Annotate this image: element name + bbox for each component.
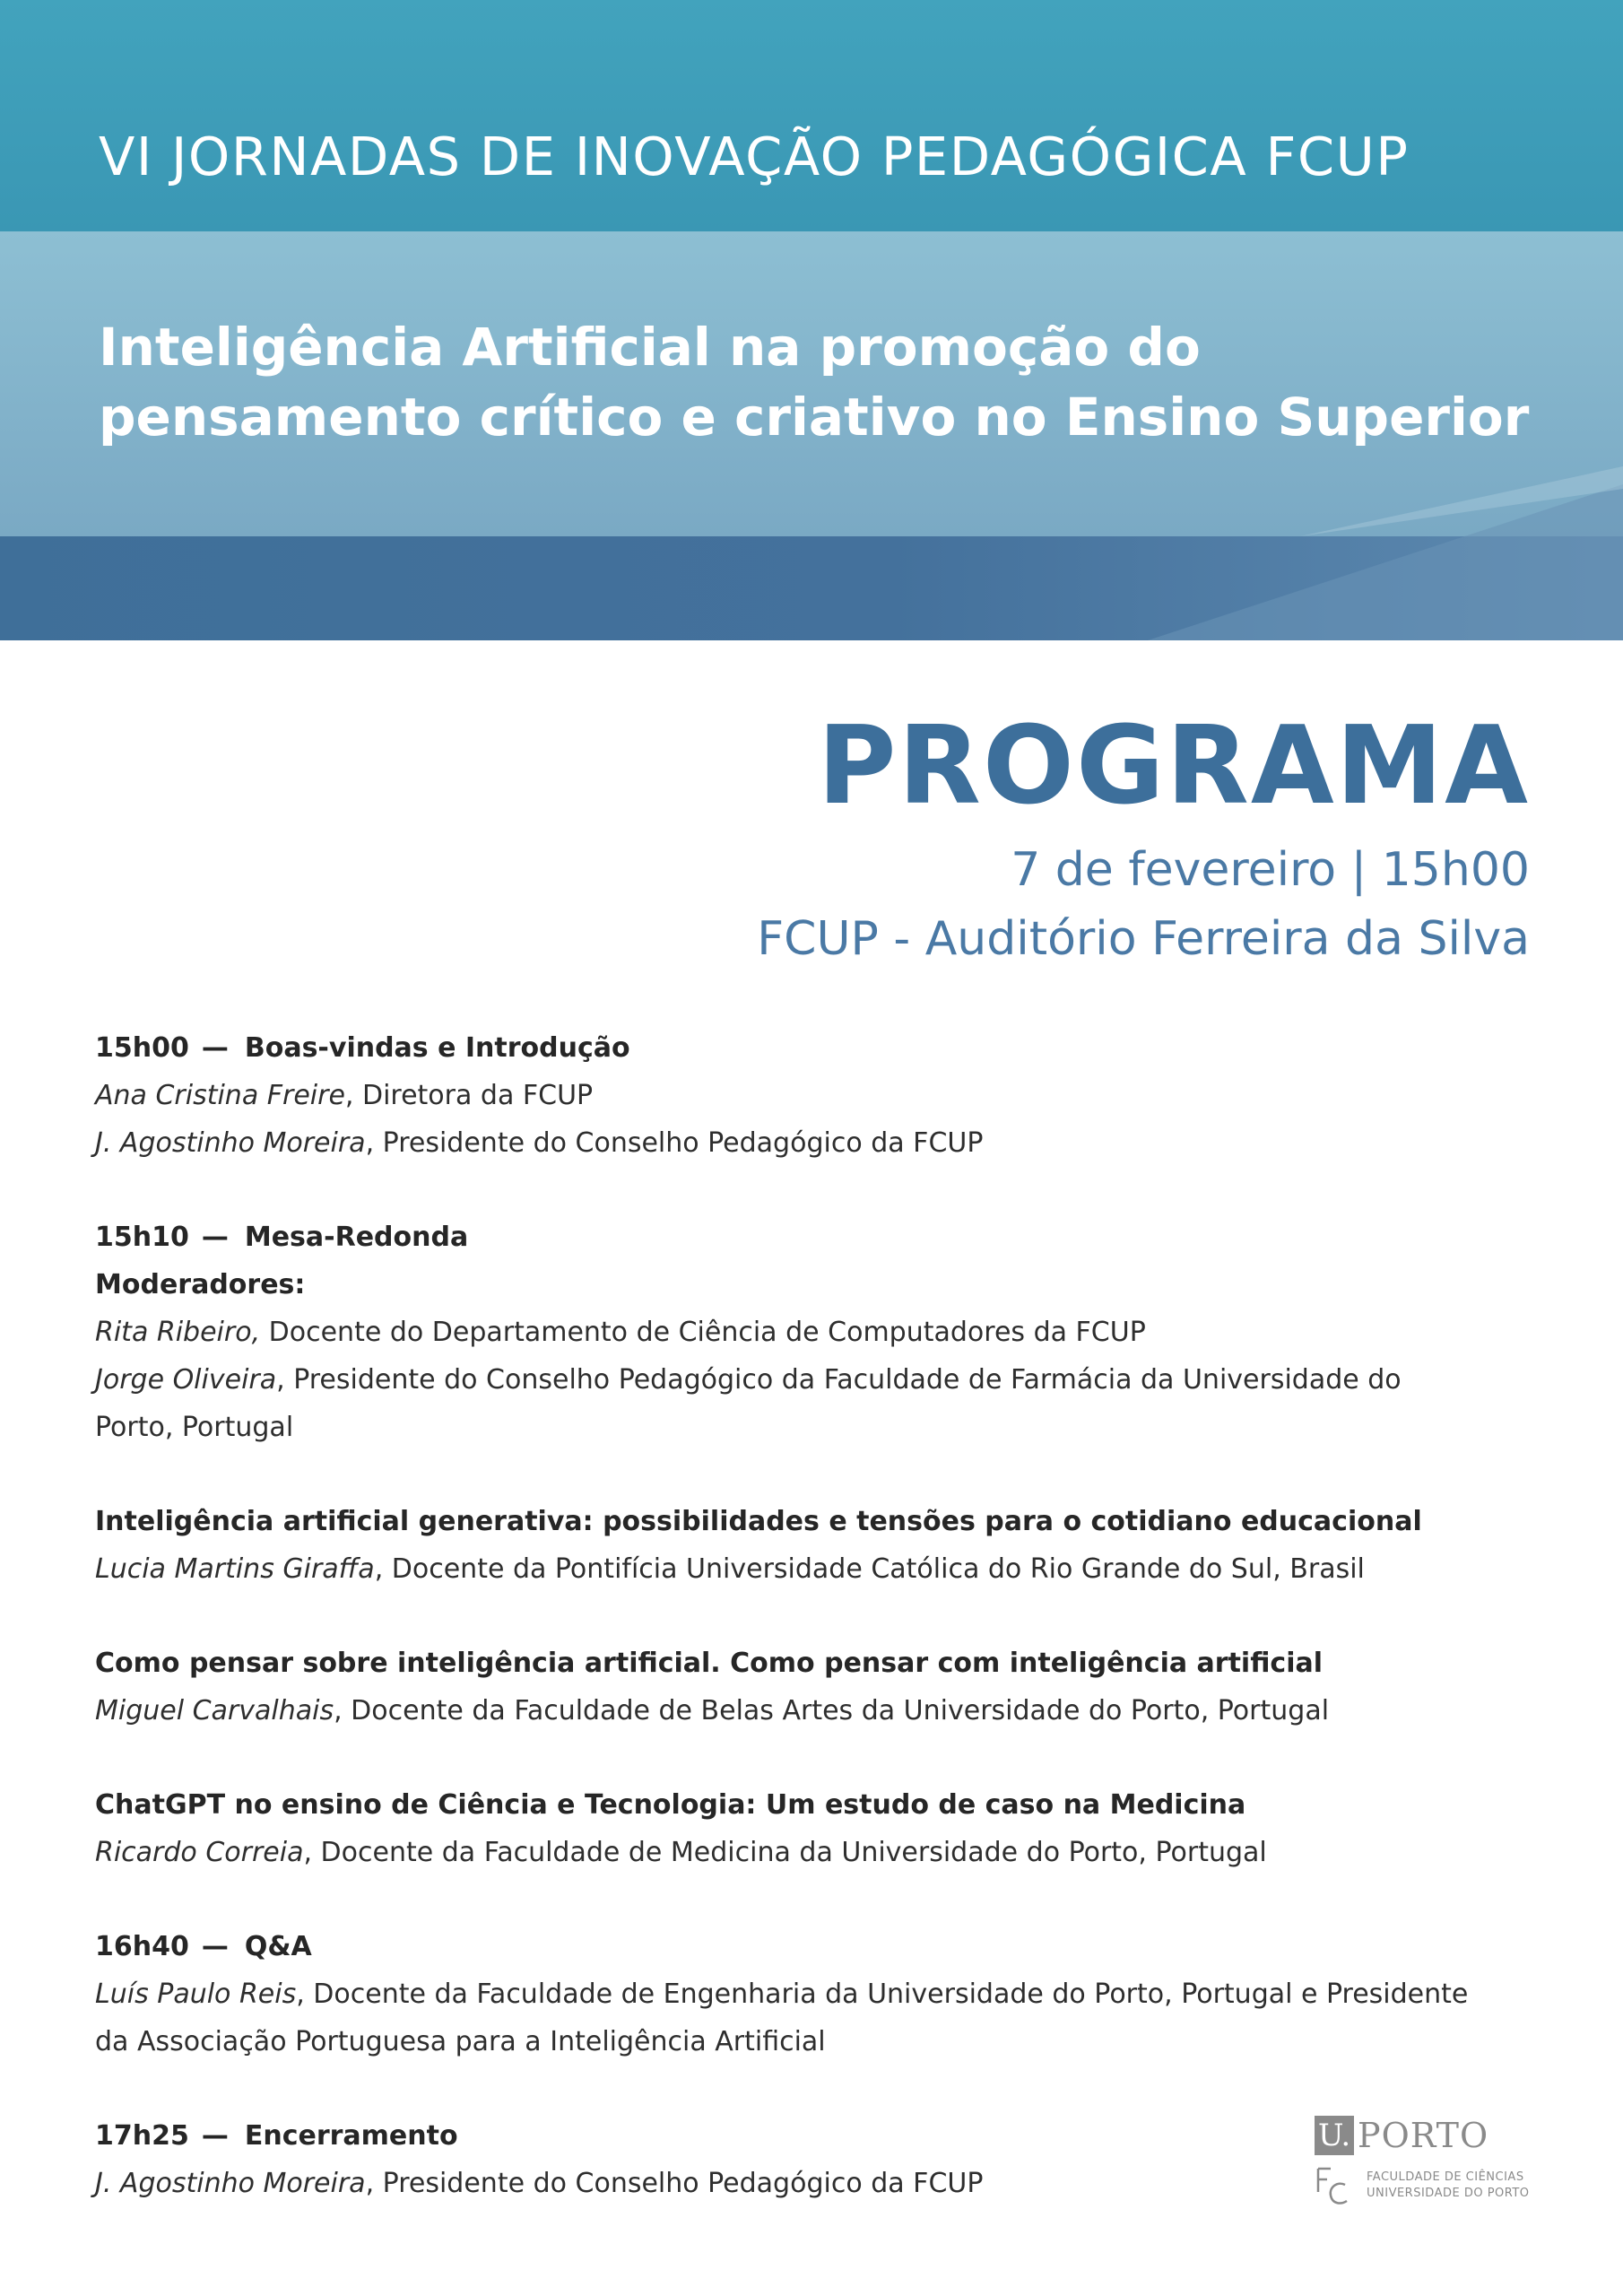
- event-subtitle: [99, 312, 1578, 452]
- schedule-item-talk: [95, 1639, 1530, 1735]
- schedule-item-talk: [95, 1781, 1530, 1876]
- time-separator: —: [201, 1222, 229, 1253]
- time-separator: —: [201, 2120, 229, 2152]
- schedule-item-talk: [95, 1498, 1530, 1593]
- speaker-line: [95, 1829, 1530, 1876]
- speaker-role-continuation: da Associação Portuguesa para a Inteligência Artificial: [95, 2026, 826, 2057]
- schedule-item-heading: [95, 1213, 1530, 1261]
- speaker-name: Ana Cristina Freire: [95, 1080, 345, 1111]
- speaker-role: , Docente da Faculdade de Medicina da Universidade do Porto, Portugal: [303, 1837, 1267, 1868]
- speaker-line: [95, 1356, 1530, 1404]
- speaker-name: Lucia Martins Giraffa: [95, 1553, 375, 1585]
- speaker-name: J. Agostinho Moreira: [95, 2168, 366, 2199]
- fc-monogram-icon: [1315, 2165, 1350, 2206]
- speaker-role: , Presidente do Conselho Pedagógico da FCUP: [365, 1127, 984, 1159]
- speaker-role-continuation: Porto, Portugal: [95, 1412, 294, 1443]
- speaker-line: [95, 1309, 1530, 1356]
- faculty-name-line-2: UNIVERSIDADE DO PORTO: [1367, 2187, 1530, 2200]
- faculty-mark: [1315, 2165, 1539, 2206]
- moderators-label: Moderadores:: [95, 1269, 306, 1300]
- program-date: 7 de fevereiro | 15h00: [1011, 843, 1530, 897]
- speaker-name: Ricardo Correia: [95, 1837, 304, 1868]
- time-separator: —: [201, 1032, 229, 1064]
- speaker-name: Luís Paulo Reis: [95, 1979, 297, 2010]
- speaker-name: Rita Ribeiro,: [95, 1317, 261, 1348]
- schedule-time: 15h00: [95, 1032, 189, 1064]
- talk-title: Como pensar sobre inteligência artificial. Como pensar com inteligência artificial: [95, 1648, 1324, 1679]
- speaker-name: Jorge Oliveira: [95, 1364, 277, 1396]
- speaker-role: , Diretora da FCUP: [344, 1080, 594, 1111]
- schedule-item-heading: [95, 1923, 1530, 1970]
- speaker-role: , Docente da Faculdade de Engenharia da Universidade do Porto, Portugal e Presidente: [296, 1979, 1469, 2010]
- program-venue: FCUP - Auditório Ferreira da Silva: [757, 912, 1530, 966]
- time-separator: —: [201, 1931, 229, 1962]
- faculty-name-line-1: FACULDADE DE CIÊNCIAS: [1367, 2170, 1524, 2184]
- schedule-title: Mesa-Redonda: [244, 1222, 469, 1253]
- schedule-item-welcome: [95, 1024, 1530, 1167]
- talk-title: Inteligência artificial generativa: possibilidades e tensões para o cotidiano educacional: [95, 1506, 1422, 1537]
- speaker-line: [95, 1687, 1530, 1735]
- speaker-line: [95, 1545, 1530, 1593]
- faculty-name: [1367, 2170, 1530, 2202]
- logo-porto-text: PORTO: [1358, 2116, 1489, 2155]
- header-banner: [0, 0, 1623, 640]
- speaker-role: , Presidente do Conselho Pedagógico da Faculdade de Farmácia da Universidade do: [276, 1364, 1402, 1396]
- schedule: [95, 1024, 1530, 2254]
- talk-title: ChatGPT no ensino de Ciência e Tecnologia: Um estudo de caso na Medicina: [95, 1789, 1246, 1821]
- schedule-time: 16h40: [95, 1931, 189, 1962]
- schedule-item-roundtable: [95, 1213, 1530, 1451]
- speaker-role: , Docente da Pontifícia Universidade Católica do Rio Grande do Sul, Brasil: [374, 1553, 1365, 1585]
- speaker-name: Miguel Carvalhais: [95, 1695, 334, 1726]
- schedule-time: 17h25: [95, 2120, 189, 2152]
- event-subtitle-line-2: pensamento crítico e criativo no Ensino Superior: [99, 387, 1530, 448]
- schedule-title: Encerramento: [244, 2120, 458, 2152]
- speaker-line: [95, 1970, 1530, 2018]
- schedule-title: Boas-vindas e Introdução: [244, 1032, 630, 1064]
- event-subtitle-line-1: Inteligência Artificial na promoção do: [99, 317, 1201, 378]
- uporto-wordmark: [1315, 2115, 1539, 2156]
- schedule-item-heading: [95, 1024, 1530, 1072]
- speaker-role: , Presidente do Conselho Pedagógico da FCUP: [365, 2168, 984, 2199]
- logo-u-box: U.: [1315, 2116, 1354, 2155]
- program-heading: PROGRAMA: [817, 704, 1530, 829]
- university-logo: [1315, 2115, 1539, 2213]
- event-title: VI JORNADAS DE INOVAÇÃO PEDAGÓGICA FCUP: [99, 126, 1410, 187]
- schedule-title: Q&A: [244, 1931, 312, 1962]
- speaker-role: , Docente da Faculdade de Belas Artes da Universidade do Porto, Portugal: [334, 1695, 1330, 1726]
- speaker-role: Docente do Departamento de Ciência de Computadores da FCUP: [260, 1317, 1146, 1348]
- schedule-time: 15h10: [95, 1222, 189, 1253]
- schedule-item-qa: [95, 1923, 1530, 2066]
- speaker-name: J. Agostinho Moreira: [95, 1127, 366, 1159]
- speaker-line: [95, 1072, 1530, 1119]
- speaker-line: [95, 1119, 1530, 1167]
